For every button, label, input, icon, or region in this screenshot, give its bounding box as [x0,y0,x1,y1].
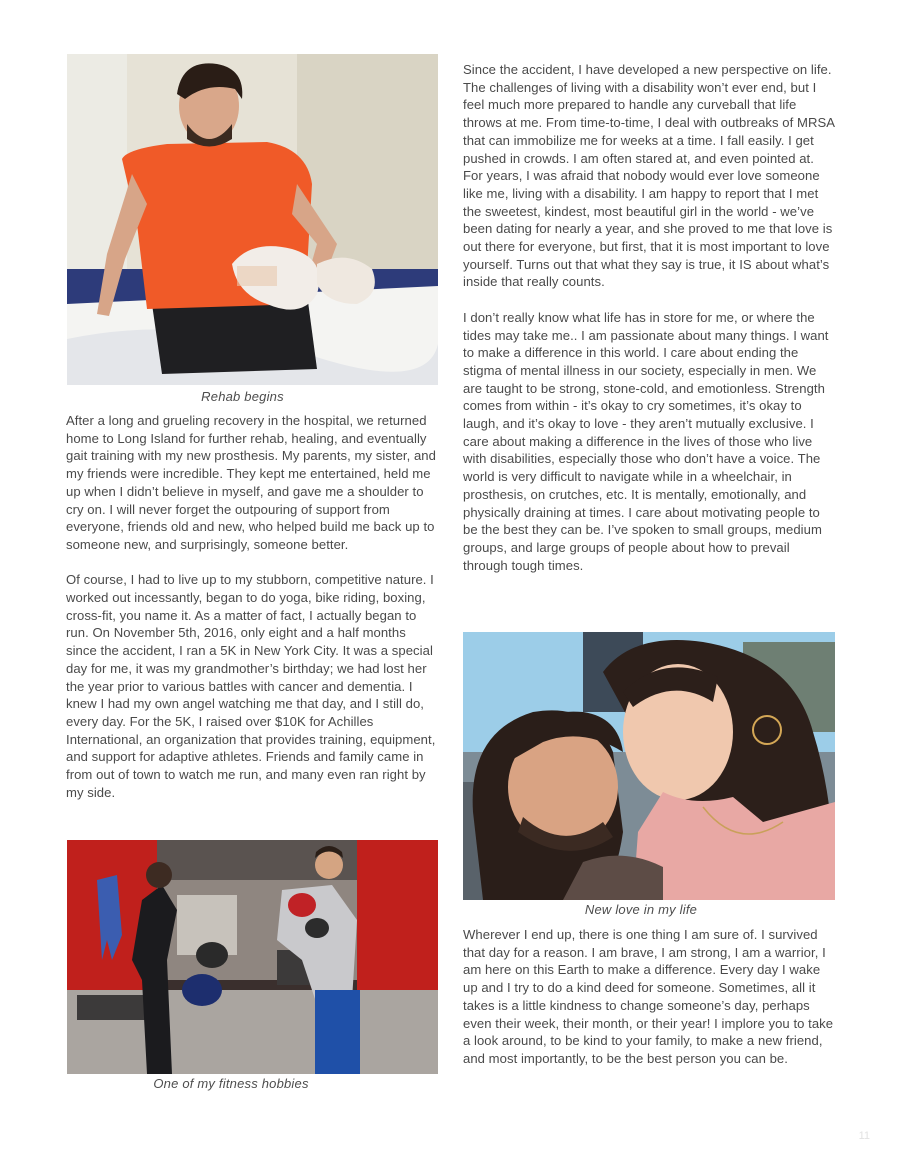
love-caption: New love in my life [584,902,698,917]
closing-paragraph: Wherever I end up, there is one thing I am sure of. I survived that day for a reason. I am brave, I am strong, I am a warrior, I am here on this Earth to make a difference. Every day I wake up and I try to do a kind deed for someone. Sometimes, all it takes is a little kindness to change someone’s day, perhaps even their week, their month, or their year! I implore you to take a look around, to be kind to your family, to make a new friend, and most importantly, to be the best person you can be. [463,927,834,1066]
rehab-photo [67,54,438,385]
fitness-photo [67,840,438,1074]
couple-photo [463,632,835,900]
left-column [66,412,438,801]
rehab-caption: Rehab begins [201,389,284,404]
left-paragraph-1: After a long and grueling recovery in the hospital, we returned home to Long Island for further rehab, healing, and eventually gait training with my new prosthesis. My parents, my sister, and my friends were incredible. They kept me entertained, held me up when I didn’t believe in myself, and gave me a shoulder to cry on. I will never forget the outpouring of support from everyone, friends old and new, who helped build me back up to someone new, and surprisingly, someone better. [66,413,436,552]
right-paragraph-2: I don’t really know what life has in store for me, or where the tides may take me.. I am passionate about many things. I want to make a difference in this world. I care about ending the stigma of mental illness in our society, especially in men. We are taught to be strong, stone-cold, and emotionless. Strength comes from within - it’s okay to cry sometimes, it’s okay to laugh, and it’s okay to love - they aren’t mutually exclusive. I care about making a difference in the lives of those who live with disabilities, especially those who don’t have a voice. The world is very difficult to navigate while in a wheelchair, in prosthesis, on crutches, etc. It is mentally, emotionally, and physically draining at times. I care about motivating people to be the best they can be. I’ve spoken to small groups, medium groups, and large groups of people about how to prevail through tough times. [463,309,829,573]
fitness-caption: One of my fitness hobbies [153,1076,309,1091]
right-paragraph-1: Since the accident, I have developed a new perspective on life. The challenges of living with a disability won’t ever end, but I feel much more prepared to handle any curveball that life throws at me. From time-to-time, I deal with outbreaks of MRSA that can immobilize me for weeks at a time. I fall easily. I get pushed in crowds. I am often stared at, and even pointed at. For years, I was afraid that nobody would ever love someone like me, living with a disability. I am happy to report that I met the sweetest, kindest, most beautiful girl in the world - we’ve been dating for nearly a year, and she proved to me that love is out there for everyone, but first, that it is most important to love yourself. Turns out that what they say is true, it IS about what’s inside that really counts. [463,62,835,290]
closing-column [463,926,837,1068]
left-paragraph-2: Of course, I had to live up to my stubborn, competitive nature. I worked out incessantly, began to do yoga, bike riding, boxing, cross-fit, you name it. As a matter of fact, I actually began to run. On November 5th, 2016, only eight and a half months since the accident, I ran a 5K in New York City. It was a special day for me, it was my grandmother’s birthday; we had lost her the year prior to various battles with cancer and dementia. I knew I had my own angel watching me that day, and I still do, every day. For the 5K, I raised over $10K for Achilles International, an organization that provides training, equipment, and support for adaptive athletes. Friends and family came in from out of town to watch me run, and many even ran right by my side. [66,572,436,800]
page-number: 11 [858,1130,870,1142]
right-column [463,61,837,574]
